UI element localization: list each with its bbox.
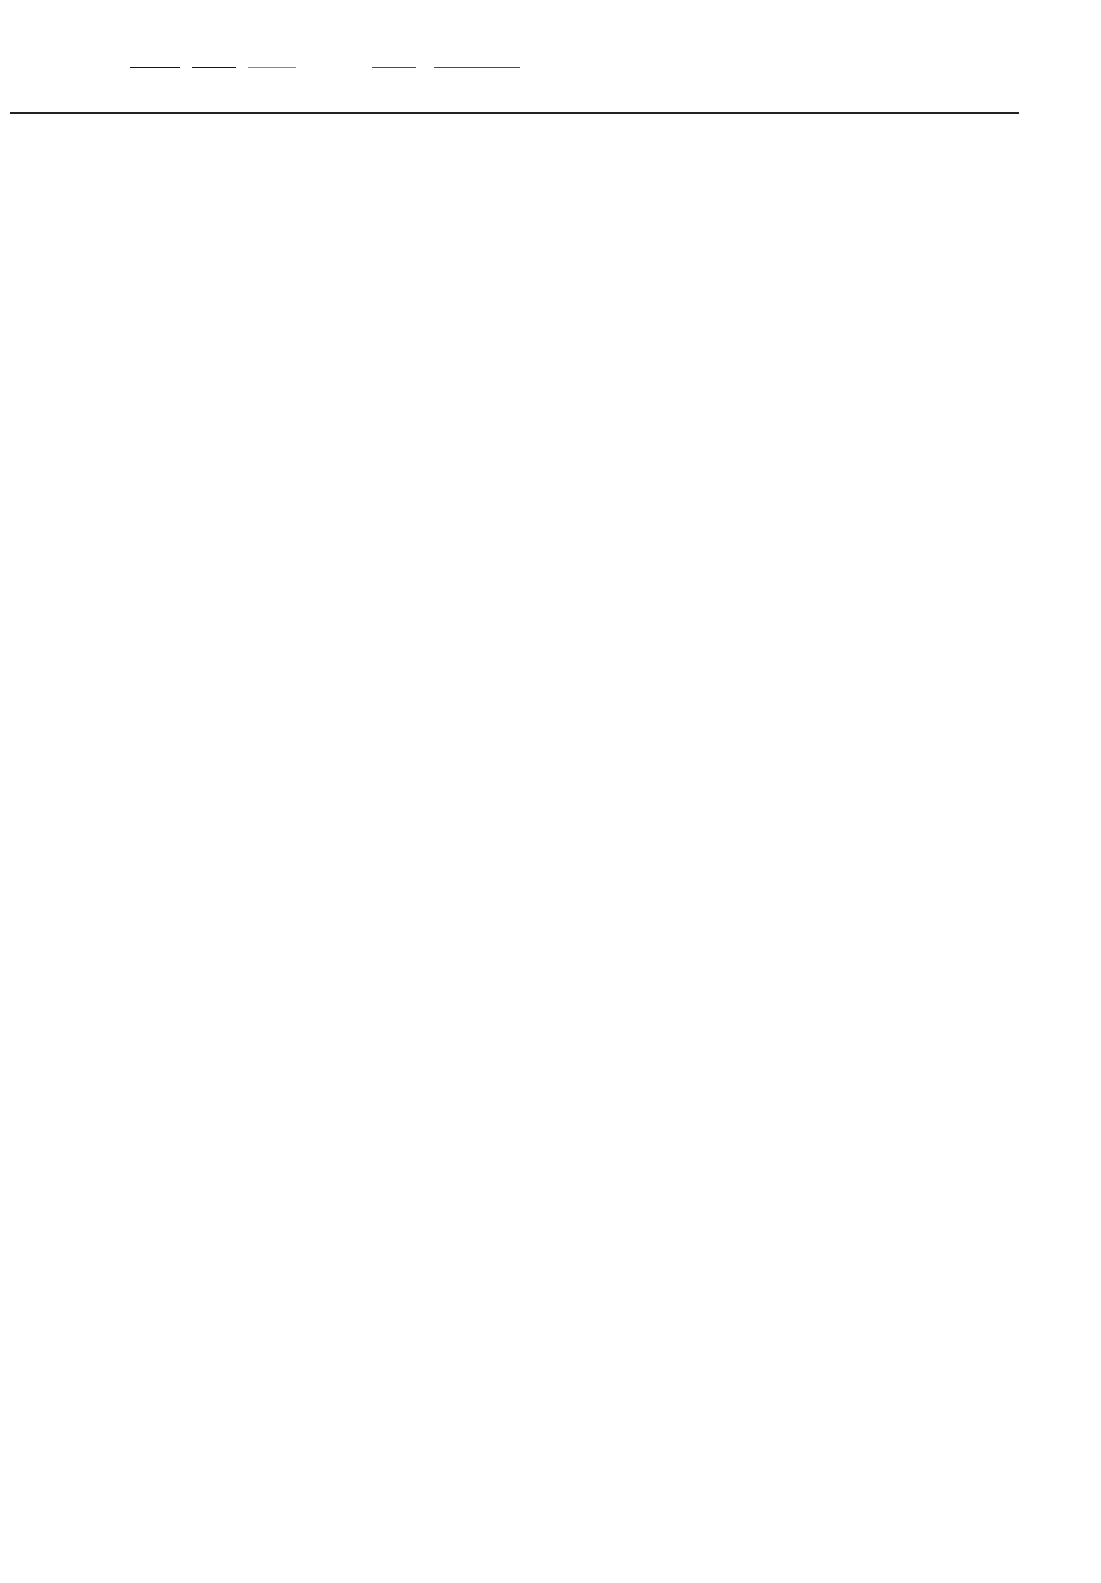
- col-native-label: [130, 76, 186, 95]
- col-memory-python-label: [310, 76, 366, 95]
- col-gpu-label: [248, 76, 304, 95]
- col-peak-rule: [372, 57, 422, 76]
- col-time-python-label: [68, 76, 124, 95]
- col-time-label: [68, 57, 124, 76]
- col-gpu-rule: [248, 57, 304, 76]
- col-copy-label: [558, 57, 614, 76]
- col-peak-label: [372, 76, 422, 95]
- profile-table: [0, 57, 1101, 111]
- col-copy-unit-label: [558, 76, 614, 95]
- col-timeline-rule: [434, 57, 554, 76]
- col-system-rule: [192, 57, 242, 76]
- header-separator: [10, 112, 1019, 114]
- header-row-bottom: [0, 76, 1101, 95]
- header-row-top: [0, 57, 1101, 76]
- col-memory-label: [310, 57, 366, 76]
- col-timeline-label: [434, 76, 554, 95]
- col-line-label: [6, 76, 54, 95]
- col-native-rule: [130, 57, 186, 76]
- col-source-path: [619, 76, 1007, 95]
- col-system-label: [192, 76, 242, 95]
